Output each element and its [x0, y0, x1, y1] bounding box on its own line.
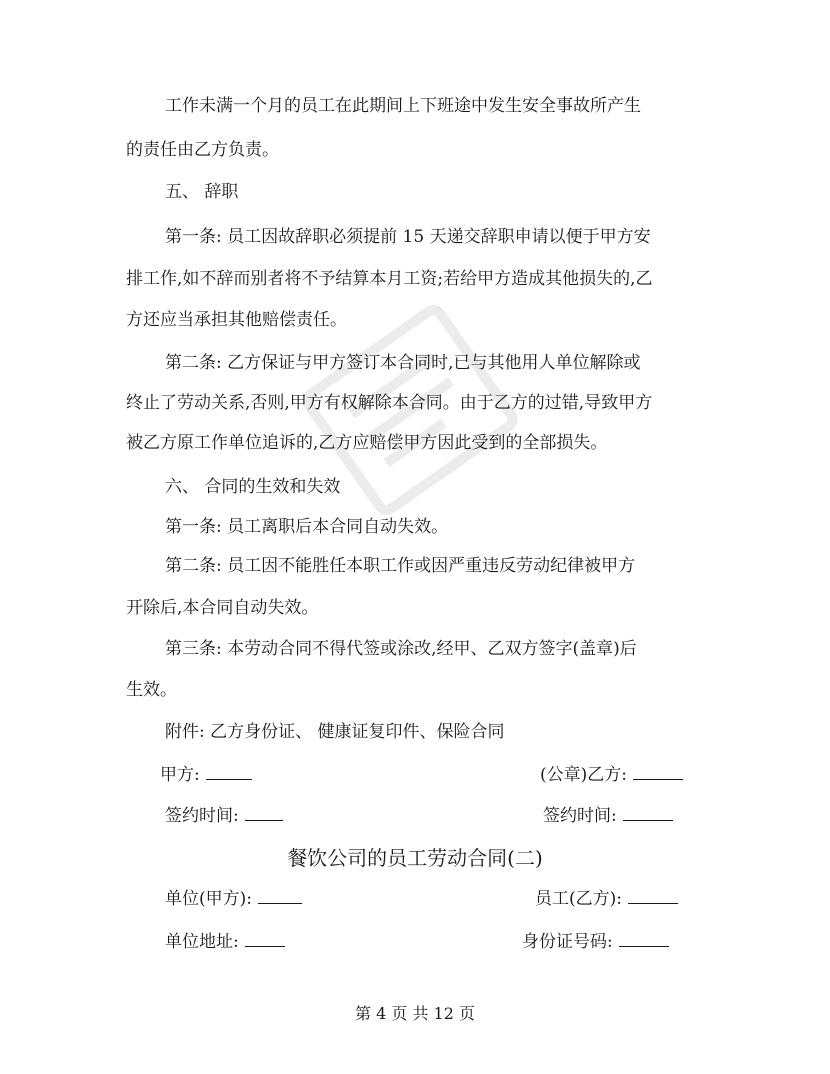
- contract2-address: [165, 932, 285, 952]
- article-5-1-line3: 方还应当承担其他赔偿责任。: [126, 310, 347, 330]
- page-footer: 第 4 页 共 12 页: [355, 1004, 475, 1023]
- date-a: [165, 806, 283, 826]
- article-6-3-line2: 生效。: [126, 680, 177, 700]
- section-5-heading: 五、 辞职: [165, 182, 239, 202]
- article-6-2-line1: 第二条: 员工因不能胜任本职工作或因严重违反劳动纪律被甲方: [165, 556, 636, 576]
- party-a-blank: [206, 765, 252, 780]
- date-a-label: 签约时间:: [165, 806, 239, 826]
- date-b: [543, 806, 673, 826]
- article-5-1-line1: 第一条: 员工因故辞职必须提前 15 天递交辞职申请以便于甲方安: [165, 227, 651, 247]
- contract2-address-label: 单位地址:: [165, 932, 239, 952]
- contract2-unit-label: 单位(甲方):: [165, 889, 252, 909]
- date-b-label: 签约时间:: [543, 806, 617, 826]
- section-6-heading: 六、 合同的生效和失效: [165, 477, 341, 497]
- party-a-signature: [160, 765, 252, 785]
- article-6-1: 第一条: 员工离职后本合同自动失效。: [165, 517, 449, 537]
- contract2-id-label: 身份证号码:: [522, 932, 613, 952]
- party-b-label: (公章)乙方:: [540, 765, 627, 785]
- contract2-id: [522, 932, 669, 952]
- article-5-2-line2: 终止了劳动关系,否则,甲方有权解除本合同。由于乙方的过错,导致甲方: [126, 393, 653, 413]
- attachments: 附件: 乙方身份证、 健康证复印件、保险合同: [165, 722, 505, 742]
- article-5-2-line1: 第二条: 乙方保证与甲方签订本合同时,已与其他用人单位解除或: [165, 353, 641, 373]
- contract2-address-blank: [245, 932, 285, 947]
- article-6-3-line1: 第三条: 本劳动合同不得代签或涂改,经甲、乙双方签字(盖章)后: [165, 639, 637, 659]
- para1-line1: 工作未满一个月的员工在此期间上下班途中发生安全事故所产生: [165, 96, 641, 116]
- party-b-blank: [633, 765, 683, 780]
- article-6-2-line2: 开除后,本合同自动失效。: [126, 598, 319, 618]
- party-a-label: 甲方:: [160, 765, 200, 785]
- contract2-title: 餐饮公司的员工劳动合同(二): [287, 846, 543, 870]
- contract2-employee-label: 员工(乙方):: [535, 889, 622, 909]
- contract2-employee-blank: [628, 889, 678, 904]
- party-b-signature: [540, 765, 683, 785]
- contract2-id-blank: [619, 932, 669, 947]
- contract2-employee: [535, 889, 678, 909]
- date-a-blank: [245, 806, 283, 821]
- date-b-blank: [623, 806, 673, 821]
- article-5-2-line3: 被乙方原工作单位追诉的,乙方应赔偿甲方因此受到的全部损失。: [126, 433, 608, 453]
- article-5-1-line2: 排工作,如不辞而别者将不予结算本月工资;若给甲方造成其他损失的,乙: [126, 269, 653, 289]
- contract2-unit-blank: [258, 889, 302, 904]
- para1-line2: 的责任由乙方负责。: [126, 140, 279, 160]
- contract2-unit: [165, 889, 302, 909]
